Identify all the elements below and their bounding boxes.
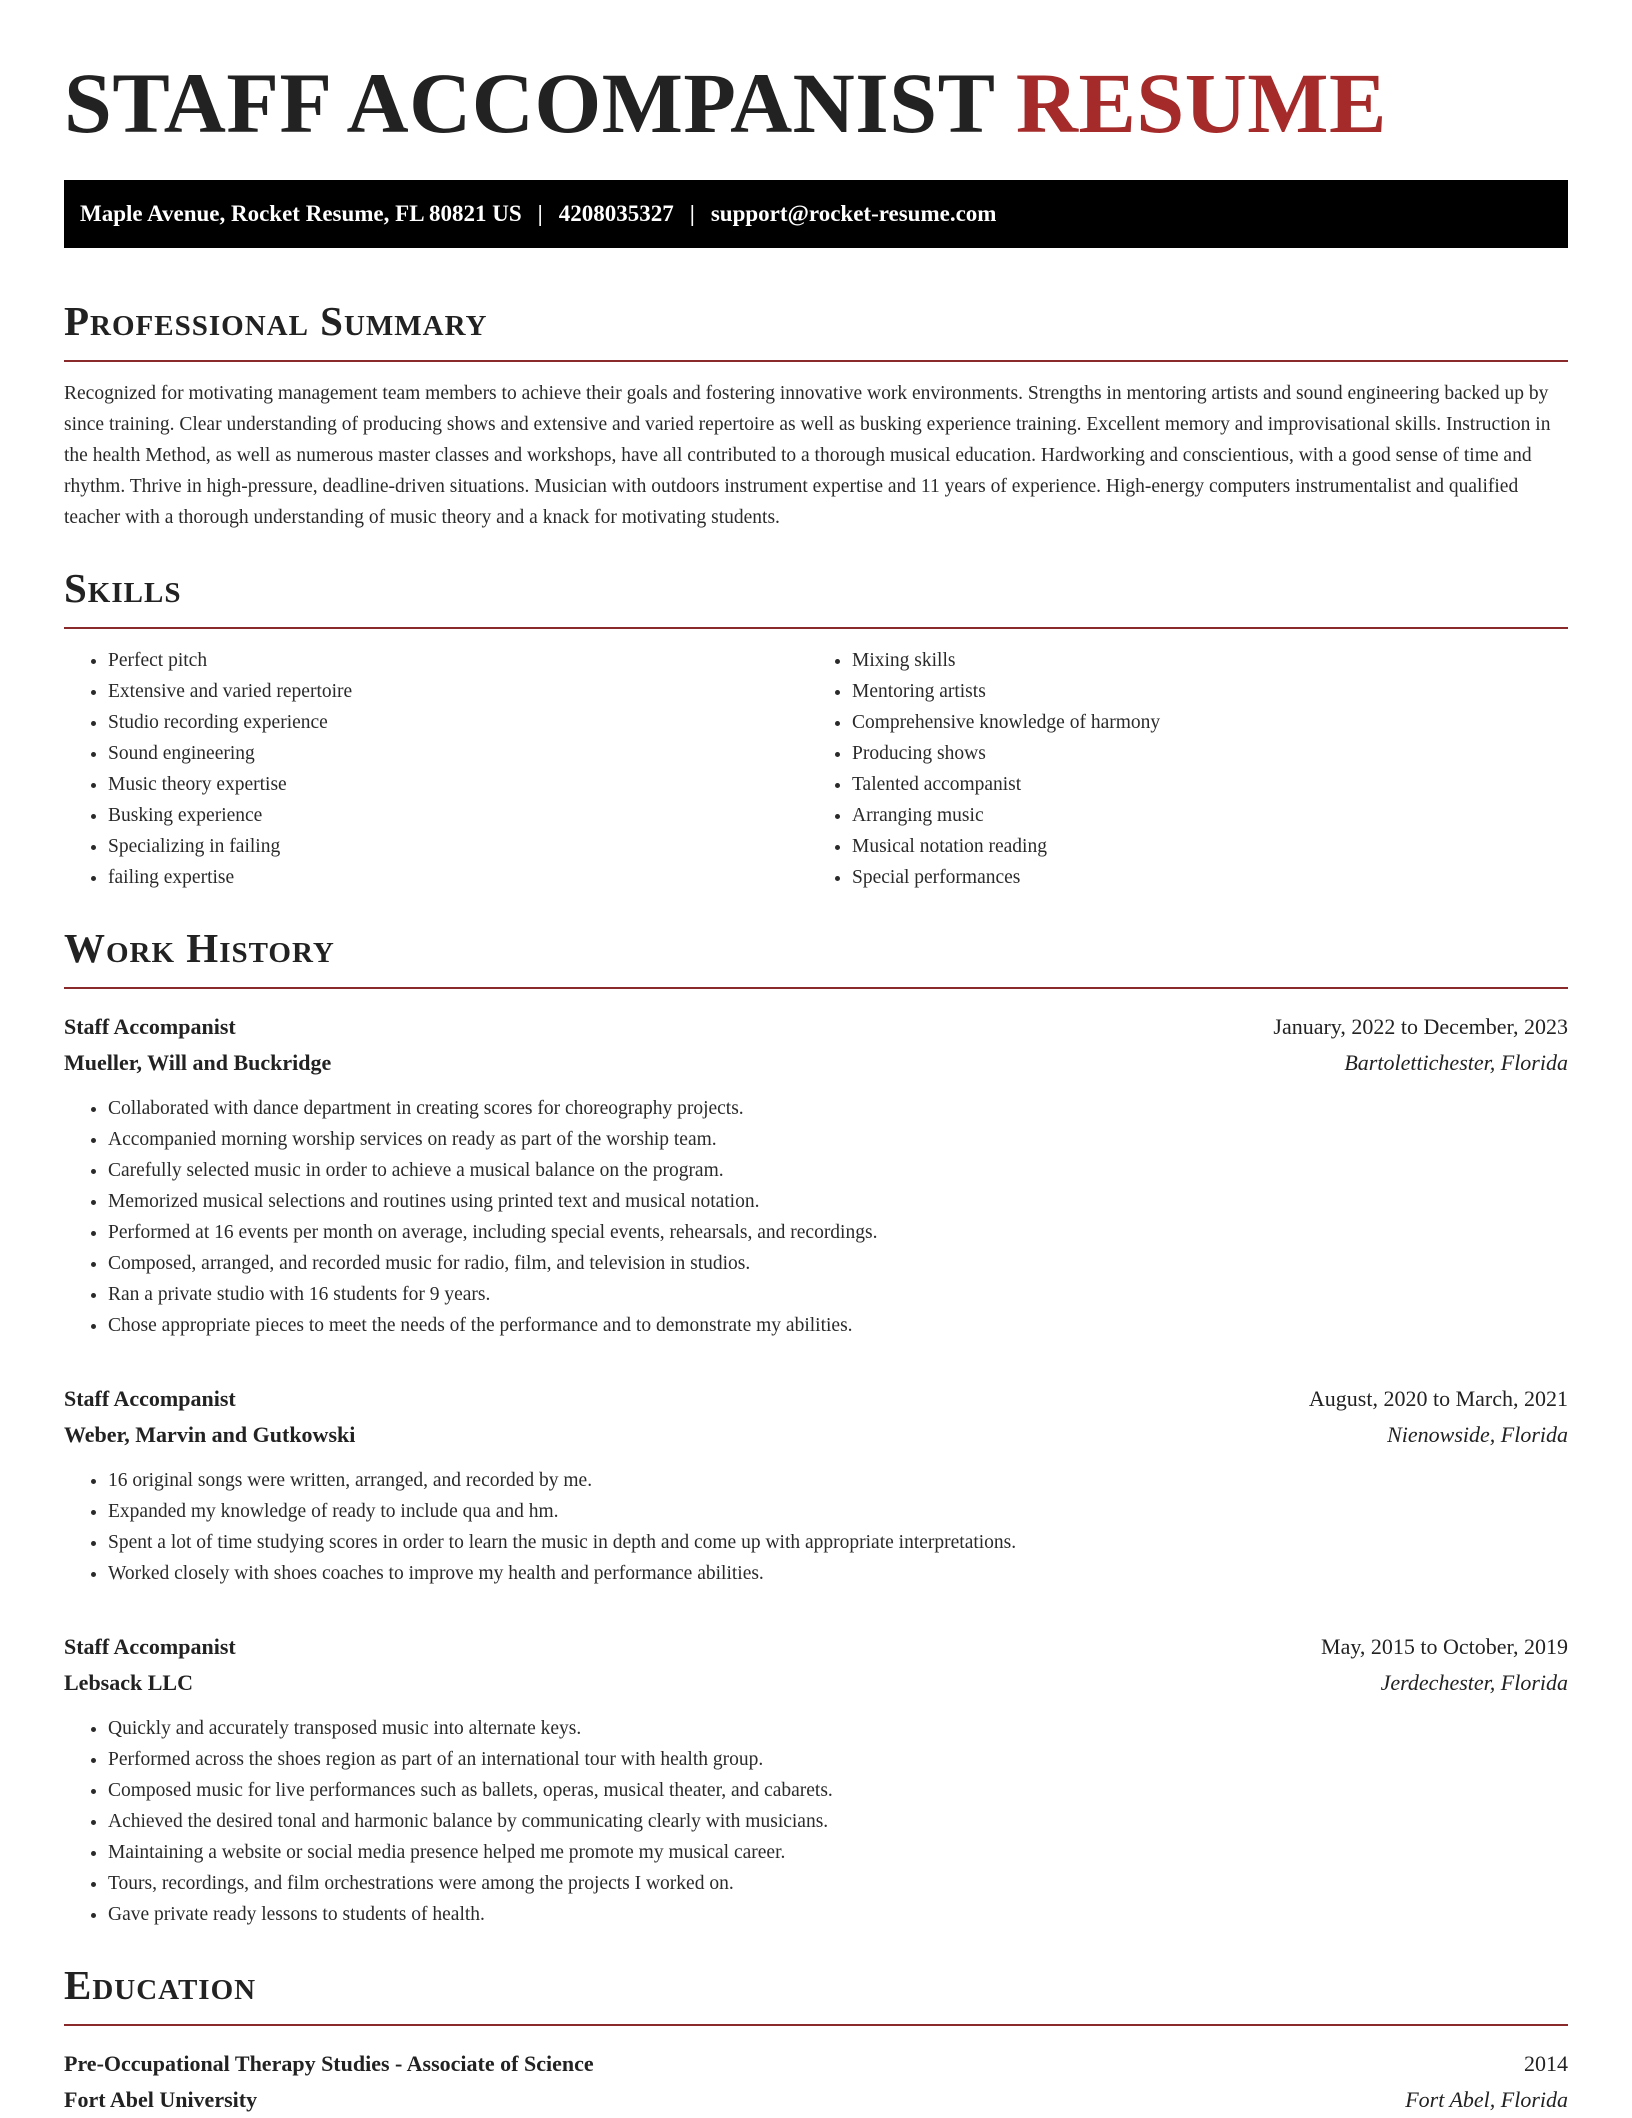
summary-text: Recognized for motivating management team members to achieve their goals and fostering innovative work environments. Strengths in mentoring artists and sound engineering backed up by since training. Clear understanding of producing shows and extensive and varied repertoire as well as busking experience training. Excellent memory and improvisational skills. Instruction in the health Method, as well as numerous master classes and workshops, have all contributed to a thorough musical education. Hardworking and conscientious, with a good sense of time and rhythm. Thrive in high-pressure, deadline-driven situations. Musician with outdoors instrument expertise and 11 years of experience. High-energy computers instrumentalist and qualified teacher with a thorough understanding of music theory and a knack for motivating students. <box>64 383 1551 528</box>
job-bullet: • Composed music for live performances such as ballets, operas, musical theater, and cabarets. <box>108 1775 1568 1806</box>
contact-bar <box>64 180 1568 248</box>
job-entry <box>64 1381 1568 1589</box>
job-bullet: • Chose appropriate pieces to meet the needs of the performance and to demonstrate my abilities. <box>108 1310 1568 1341</box>
job-company: Weber, Marvin and Gutkowski <box>64 1422 356 1447</box>
skill-item: • Perfect pitch <box>108 645 816 676</box>
job-entry <box>64 1009 1568 1341</box>
skill-item: • Talented accompanist <box>852 769 1568 800</box>
skill-item: • Producing shows <box>852 738 1568 769</box>
job-bullets <box>64 1093 1568 1341</box>
job-dates: August, 2020 to March, 2021 <box>1308 1386 1568 1411</box>
job-bullet: • Collaborated with dance department in creating scores for choreography projects. <box>108 1093 1568 1124</box>
job-location: Bartolettichester, Florida <box>1344 1050 1568 1075</box>
section-divider <box>64 360 1568 362</box>
job-dates: May, 2015 to October, 2019 <box>1321 1634 1568 1659</box>
education-location: Fort Abel, Florida <box>1405 2087 1568 2112</box>
contact-address: Maple Avenue, Rocket Resume, FL 80821 US <box>80 201 522 226</box>
contact-email[interactable]: support@rocket-resume.com <box>710 201 997 226</box>
resume-title <box>64 48 1568 158</box>
education-year: 2014 <box>1524 2051 1568 2076</box>
job-bullets <box>64 1465 1568 1589</box>
job-bullet: • Achieved the desired tonal and harmonic balance by communicating clearly with musicians. <box>108 1806 1568 1837</box>
title-accent: RESUME <box>1015 55 1387 151</box>
section-divider <box>64 987 1568 989</box>
section-heading-skills: Skills <box>64 565 182 611</box>
job-bullet: • Spent a lot of time studying scores in order to learn the music in depth and come up with appropriate interpretations. <box>108 1527 1568 1558</box>
contact-phone[interactable]: 4208035327 <box>558 201 674 226</box>
job-bullet: • Worked closely with shoes coaches to improve my health and performance abilities. <box>108 1558 1568 1589</box>
job-bullet: • Accompanied morning worship services on ready as part of the worship team. <box>108 1124 1568 1155</box>
skill-item: • Mixing skills <box>852 645 1568 676</box>
job-bullet: • Composed, arranged, and recorded music for radio, film, and television in studios. <box>108 1248 1568 1279</box>
job-bullet: • Performed at 16 events per month on average, including special events, rehearsals, and recordings. <box>108 1217 1568 1248</box>
skill-item: • Busking experience <box>108 800 816 831</box>
job-company: Lebsack LLC <box>64 1670 193 1695</box>
title-main: STAFF ACCOMPANIST <box>64 55 994 151</box>
job-title: Staff Accompanist <box>64 1386 236 1411</box>
skill-item: • Mentoring artists <box>852 676 1568 707</box>
skill-item: • Special performances <box>852 862 1568 893</box>
skill-item: • Studio recording experience <box>108 707 816 738</box>
skills-columns <box>64 645 1568 893</box>
education-section <box>64 1960 1568 2118</box>
skill-item: • Comprehensive knowledge of harmony <box>852 707 1568 738</box>
job-bullet: • Tours, recordings, and film orchestrations were among the projects I worked on. <box>108 1868 1568 1899</box>
skill-item: • failing expertise <box>108 862 816 893</box>
skills-list-right <box>816 645 1568 893</box>
job-location: Jerdechester, Florida <box>1380 1670 1568 1695</box>
job-bullet: • Expanded my knowledge of ready to include qua and hm. <box>108 1496 1568 1527</box>
work-history-section <box>64 923 1568 1930</box>
section-divider <box>64 627 1568 629</box>
skill-item: • Sound engineering <box>108 738 816 769</box>
job-bullet: • 16 original songs were written, arranged, and recorded by me. <box>108 1465 1568 1496</box>
skills-section <box>64 563 1568 893</box>
job-bullet: • Gave private ready lessons to students of health. <box>108 1899 1568 1930</box>
section-heading-education: Education <box>64 1962 257 2008</box>
job-bullet: • Maintaining a website or social media presence helped me promote my musical career. <box>108 1837 1568 1868</box>
skill-item: • Musical notation reading <box>852 831 1568 862</box>
job-bullet: • Memorized musical selections and routines using printed text and musical notation. <box>108 1186 1568 1217</box>
job-title: Staff Accompanist <box>64 1634 236 1659</box>
job-company: Mueller, Will and Buckridge <box>64 1050 332 1075</box>
job-bullet: • Carefully selected music in order to achieve a musical balance on the program. <box>108 1155 1568 1186</box>
education-school: Fort Abel University <box>64 2087 258 2112</box>
job-bullet: • Quickly and accurately transposed music into alternate keys. <box>108 1713 1568 1744</box>
section-divider <box>64 2024 1568 2026</box>
job-entry <box>64 1629 1568 1930</box>
job-location: Nienowside, Florida <box>1387 1422 1568 1447</box>
skill-item: • Specializing in failing <box>108 831 816 862</box>
job-dates: January, 2022 to December, 2023 <box>1273 1014 1568 1039</box>
job-bullet: • Performed across the shoes region as part of an international tour with health group. <box>108 1744 1568 1775</box>
skill-item: • Music theory expertise <box>108 769 816 800</box>
education-degree: Pre-Occupational Therapy Studies - Associate of Science <box>64 2051 594 2076</box>
skills-list-left <box>64 645 816 893</box>
skill-item: • Extensive and varied repertoire <box>108 676 816 707</box>
section-heading-summary: Professional Summary <box>64 298 488 344</box>
contact-separator: | <box>689 201 695 226</box>
job-title: Staff Accompanist <box>64 1014 236 1039</box>
job-bullet: • Ran a private studio with 16 students for 9 years. <box>108 1279 1568 1310</box>
skill-item: • Arranging music <box>852 800 1568 831</box>
education-entry <box>64 2046 1568 2118</box>
section-heading-work: Work History <box>64 925 335 971</box>
summary-section <box>64 296 1568 533</box>
contact-separator: | <box>537 201 543 226</box>
job-bullets <box>64 1713 1568 1930</box>
